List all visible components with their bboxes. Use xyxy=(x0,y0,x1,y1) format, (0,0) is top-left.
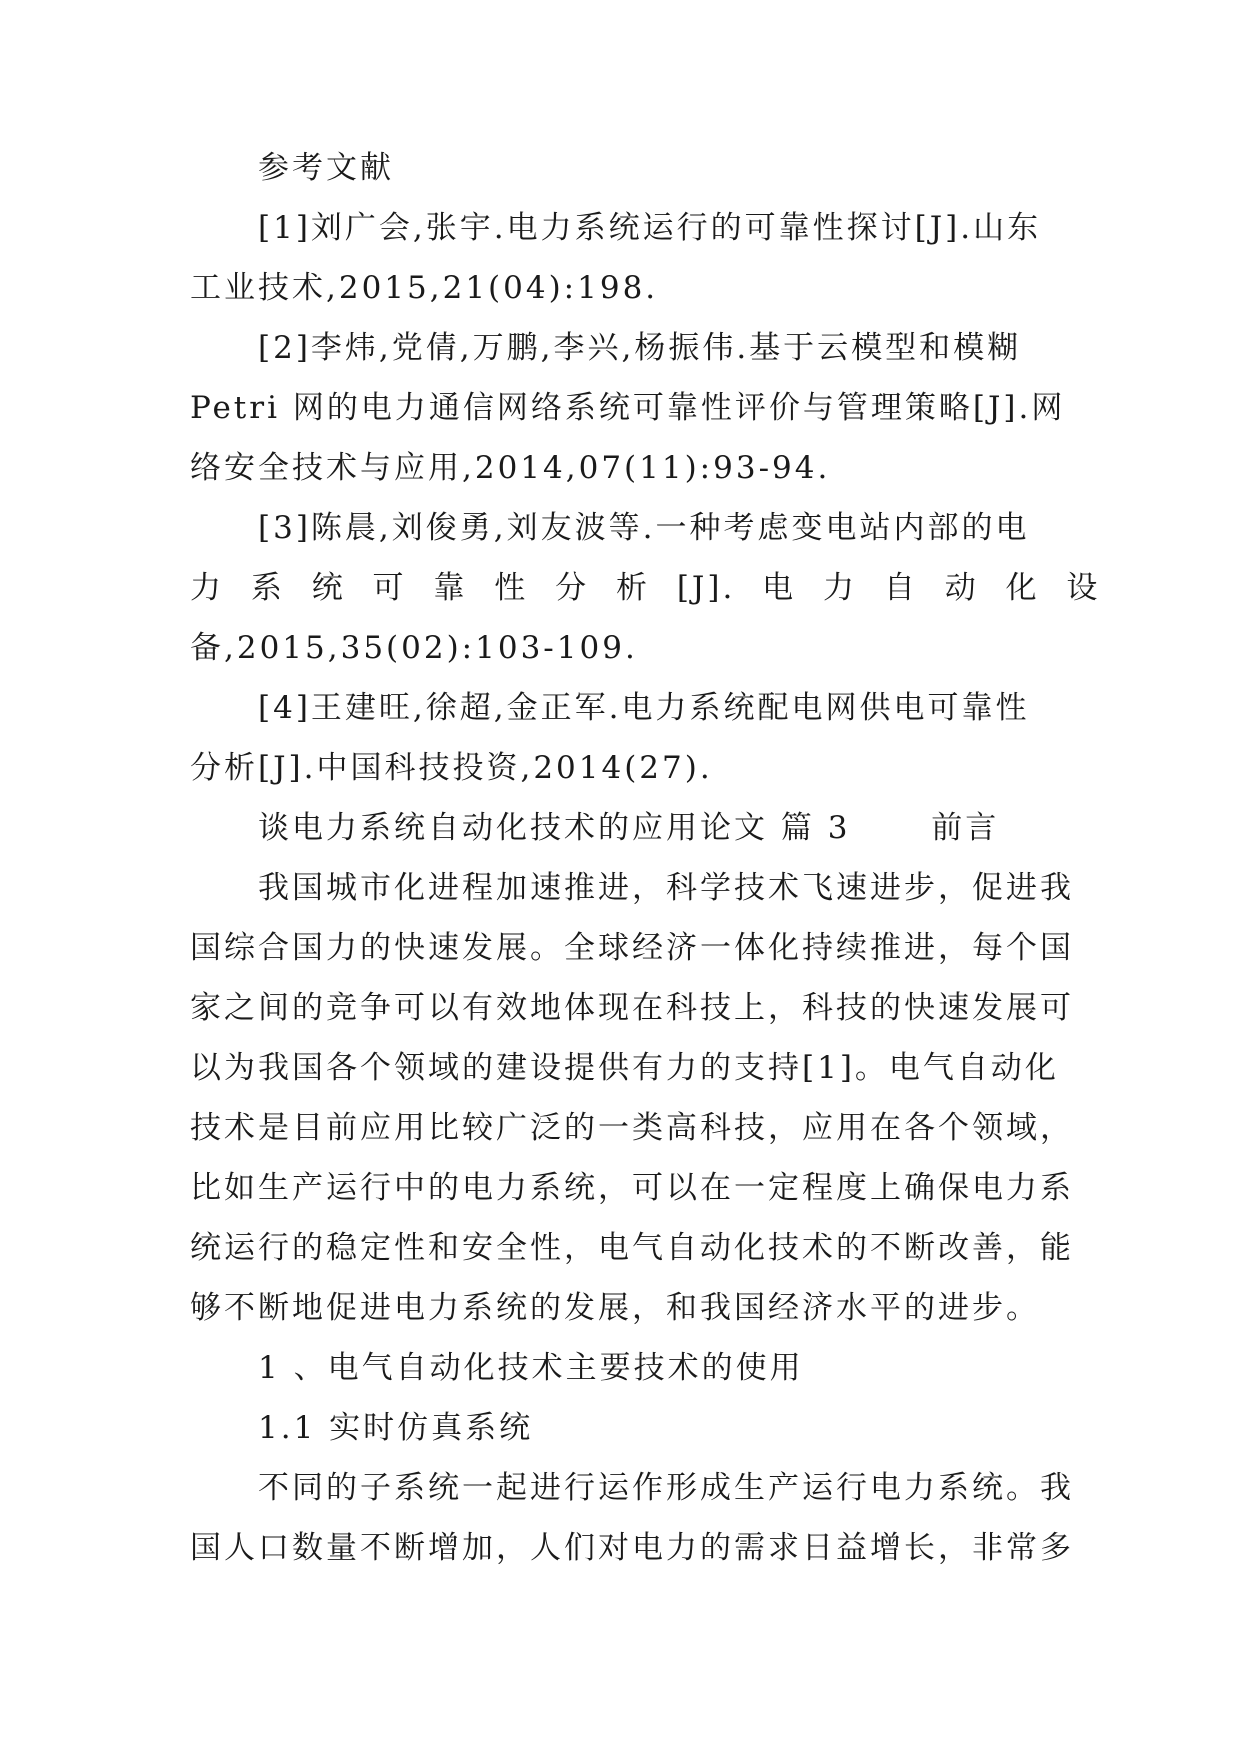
intro-paragraph-line-8: 够不断地促进电力系统的发展，和我国经济水平的进步。 xyxy=(190,1290,1040,1326)
references-heading: 参考文献 xyxy=(258,150,394,186)
reference-4-line-2: 分析[J].中国科技投资,2014(27). xyxy=(190,750,713,786)
intro-paragraph-line-2: 国综合国力的快速发展。全球经济一体化持续推进，每个国 xyxy=(190,930,1074,966)
reference-2-line-3: 络安全技术与应用,2014,07(11):93-94. xyxy=(190,450,831,486)
reference-2-line-2: Petri 网的电力通信网络系统可靠性评价与管理策略[J].网 xyxy=(190,390,1066,426)
reference-1-line-2: 工业技术,2015,21(04):198. xyxy=(190,270,659,306)
intro-paragraph-line-3: 家之间的竞争可以有效地体现在科技上，科技的快速发展可 xyxy=(190,990,1074,1026)
reference-1-line-1: [1]刘广会,张宇.电力系统运行的可靠性探讨[J].山东 xyxy=(258,210,1042,246)
intro-paragraph-line-1: 我国城市化进程加速推进，科学技术飞速进步，促进我 xyxy=(258,870,1074,906)
intro-paragraph-line-7: 统运行的稳定性和安全性，电气自动化技术的不断改善，能 xyxy=(190,1230,1074,1266)
reference-3-line-1: [3]陈晨,刘俊勇,刘友波等.一种考虑变电站内部的电 xyxy=(258,510,1030,546)
section-1-1-paragraph-line-2: 国人口数量不断增加，人们对电力的需求日益增长，非常多 xyxy=(190,1530,1074,1566)
reference-4-line-1: [4]王建旺,徐超,金正军.电力系统配电网供电可靠性 xyxy=(258,690,1030,726)
reference-2-line-1: [2]李炜,党倩,万鹏,李兴,杨振伟.基于云模型和模糊 xyxy=(258,330,1022,366)
intro-paragraph-line-6: 比如生产运行中的电力系统，可以在一定程度上确保电力系 xyxy=(190,1170,1074,1206)
reference-3-line-3: 备,2015,35(02):103-109. xyxy=(190,630,638,666)
article-title: 谈电力系统自动化技术的应用论文 篇 3 前言 xyxy=(258,810,1000,846)
section-1-1-paragraph-line-1: 不同的子系统一起进行运作形成生产运行电力系统。我 xyxy=(258,1470,1074,1506)
intro-paragraph-line-5: 技术是目前应用比较广泛的一类高科技，应用在各个领域， xyxy=(190,1110,1074,1146)
section-1-1-heading: 1.1 实时仿真系统 xyxy=(258,1410,534,1446)
reference-3-line-2: 力 系 统 可 靠 性 分 析 [J]. 电 力 自 动 化 设 xyxy=(190,570,1101,606)
intro-paragraph-line-4: 以为我国各个领域的建设提供有力的支持[1]。电气自动化 xyxy=(190,1050,1059,1086)
section-1-heading: 1 、电气自动化技术主要技术的使用 xyxy=(258,1350,804,1386)
